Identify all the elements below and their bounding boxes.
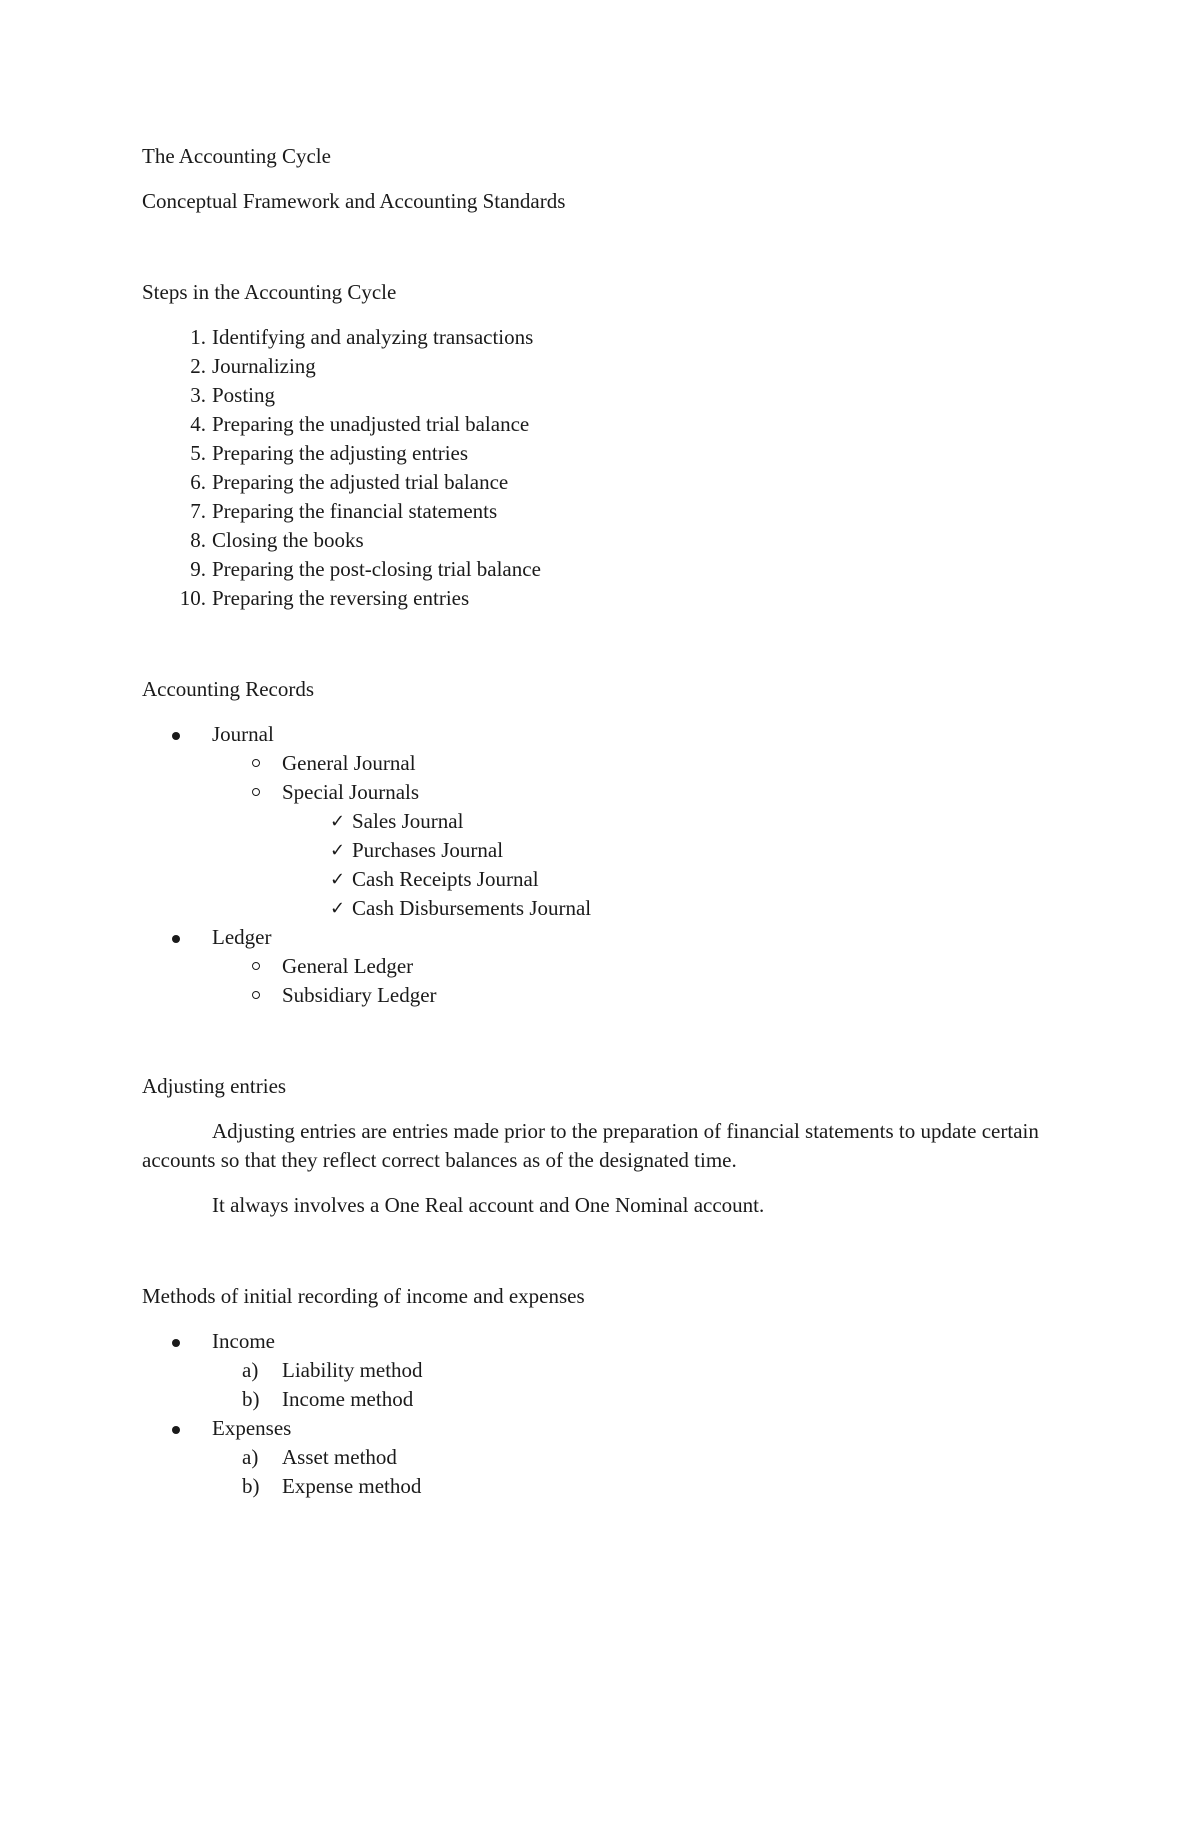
expense-method-label: Asset method bbox=[282, 1445, 397, 1469]
step-item bbox=[142, 352, 1062, 381]
expense-method-item bbox=[212, 1443, 1062, 1472]
income-label: Income bbox=[212, 1329, 275, 1353]
adjusting-heading: Adjusting entries bbox=[142, 1074, 287, 1098]
special-journal-item bbox=[282, 807, 1062, 836]
step-item bbox=[142, 497, 1062, 526]
expense-method-item bbox=[212, 1472, 1062, 1501]
ledger-item-label: General Ledger bbox=[282, 954, 414, 978]
income-method-label: Liability method bbox=[282, 1358, 423, 1382]
step-text: Preparing the reversing entries bbox=[212, 586, 470, 610]
circle-bullet-icon bbox=[252, 991, 260, 999]
checkmark-icon: ✓ bbox=[330, 869, 346, 890]
journal-label: Journal bbox=[212, 722, 274, 746]
special-journal-item bbox=[282, 894, 1062, 923]
adjusting-note: It always involves a One Real account and One Nominal account. bbox=[212, 1193, 765, 1217]
step-text: Preparing the financial statements bbox=[212, 499, 498, 523]
special-journal-label: Cash Receipts Journal bbox=[352, 867, 539, 891]
records-heading: Accounting Records bbox=[142, 677, 315, 701]
ledger-item bbox=[212, 981, 1062, 1010]
journal-sublist bbox=[212, 749, 1062, 923]
bullet-dot-icon bbox=[172, 1339, 180, 1347]
step-item bbox=[142, 410, 1062, 439]
step-text: Preparing the post-closing trial balance bbox=[212, 557, 541, 581]
special-journal-label: Purchases Journal bbox=[352, 838, 504, 862]
income-sublist bbox=[212, 1356, 1062, 1414]
income-method-label: Income method bbox=[282, 1387, 414, 1411]
special-journal-item bbox=[282, 836, 1062, 865]
expenses-label: Expenses bbox=[212, 1416, 292, 1440]
step-number: 4. bbox=[190, 412, 206, 436]
bullet-dot-icon bbox=[172, 1426, 180, 1434]
records-list bbox=[142, 720, 1062, 1010]
step-text: Posting bbox=[212, 383, 276, 407]
step-number: 3. bbox=[190, 383, 206, 407]
step-number: 6. bbox=[190, 470, 206, 494]
steps-list bbox=[142, 323, 1062, 613]
step-number: 7. bbox=[190, 499, 206, 523]
step-text: Identifying and analyzing transactions bbox=[212, 325, 534, 349]
bullet-dot-icon bbox=[172, 732, 180, 740]
step-item bbox=[142, 555, 1062, 584]
records-ledger-item bbox=[142, 923, 1062, 1010]
methods-heading: Methods of initial recording of income and expenses bbox=[142, 1284, 585, 1308]
list-marker: a) bbox=[242, 1445, 259, 1469]
step-text: Closing the books bbox=[212, 528, 364, 552]
checkmark-icon: ✓ bbox=[330, 898, 346, 919]
income-method-item bbox=[212, 1356, 1062, 1385]
special-journal-label: Sales Journal bbox=[352, 809, 464, 833]
adjusting-definition: Adjusting entries are entries made prior to the preparation of financial statements to update certain accounts so that they reflect correct balances as of the designated time. bbox=[142, 1119, 1039, 1172]
expenses-sublist bbox=[212, 1443, 1062, 1501]
step-text: Preparing the adjusted trial balance bbox=[212, 470, 509, 494]
ledger-item-label: Subsidiary Ledger bbox=[282, 983, 437, 1007]
step-item bbox=[142, 584, 1062, 613]
step-text: Journalizing bbox=[212, 354, 316, 378]
step-number: 8. bbox=[190, 528, 206, 552]
step-item bbox=[142, 381, 1062, 410]
ledger-label: Ledger bbox=[212, 925, 272, 949]
step-number: 5. bbox=[190, 441, 206, 465]
checkmark-icon: ✓ bbox=[330, 811, 346, 832]
step-text: Preparing the unadjusted trial balance bbox=[212, 412, 530, 436]
income-method-item bbox=[212, 1385, 1062, 1414]
circle-bullet-icon bbox=[252, 962, 260, 970]
records-journal-item bbox=[142, 720, 1062, 923]
journal-special-item bbox=[212, 778, 1062, 923]
ledger-sublist bbox=[212, 952, 1062, 1010]
checkmark-icon: ✓ bbox=[330, 840, 346, 861]
special-journal-label: Cash Disbursements Journal bbox=[352, 896, 592, 920]
special-journals-sublist bbox=[282, 807, 1062, 923]
special-journal-item bbox=[282, 865, 1062, 894]
step-item bbox=[142, 323, 1062, 352]
journal-general-label: General Journal bbox=[282, 751, 416, 775]
document-page bbox=[142, 142, 1062, 1501]
journal-general-item bbox=[212, 749, 1062, 778]
steps-heading: Steps in the Accounting Cycle bbox=[142, 280, 397, 304]
step-item bbox=[142, 468, 1062, 497]
methods-income-item bbox=[142, 1327, 1062, 1414]
list-marker: b) bbox=[242, 1387, 260, 1411]
document-title: The Accounting Cycle bbox=[142, 144, 331, 168]
circle-bullet-icon bbox=[252, 759, 260, 767]
step-number: 2. bbox=[190, 354, 206, 378]
ledger-item bbox=[212, 952, 1062, 981]
list-marker: b) bbox=[242, 1474, 260, 1498]
methods-list bbox=[142, 1327, 1062, 1501]
expense-method-label: Expense method bbox=[282, 1474, 422, 1498]
step-number: 1. bbox=[190, 325, 206, 349]
step-text: Preparing the adjusting entries bbox=[212, 441, 469, 465]
step-item bbox=[142, 526, 1062, 555]
methods-expenses-item bbox=[142, 1414, 1062, 1501]
step-number: 10. bbox=[179, 586, 206, 610]
circle-bullet-icon bbox=[252, 788, 260, 796]
document-subtitle: Conceptual Framework and Accounting Standards bbox=[142, 189, 566, 213]
list-marker: a) bbox=[242, 1358, 259, 1382]
journal-special-label: Special Journals bbox=[282, 780, 420, 804]
step-item bbox=[142, 439, 1062, 468]
bullet-dot-icon bbox=[172, 935, 180, 943]
step-number: 9. bbox=[190, 557, 206, 581]
